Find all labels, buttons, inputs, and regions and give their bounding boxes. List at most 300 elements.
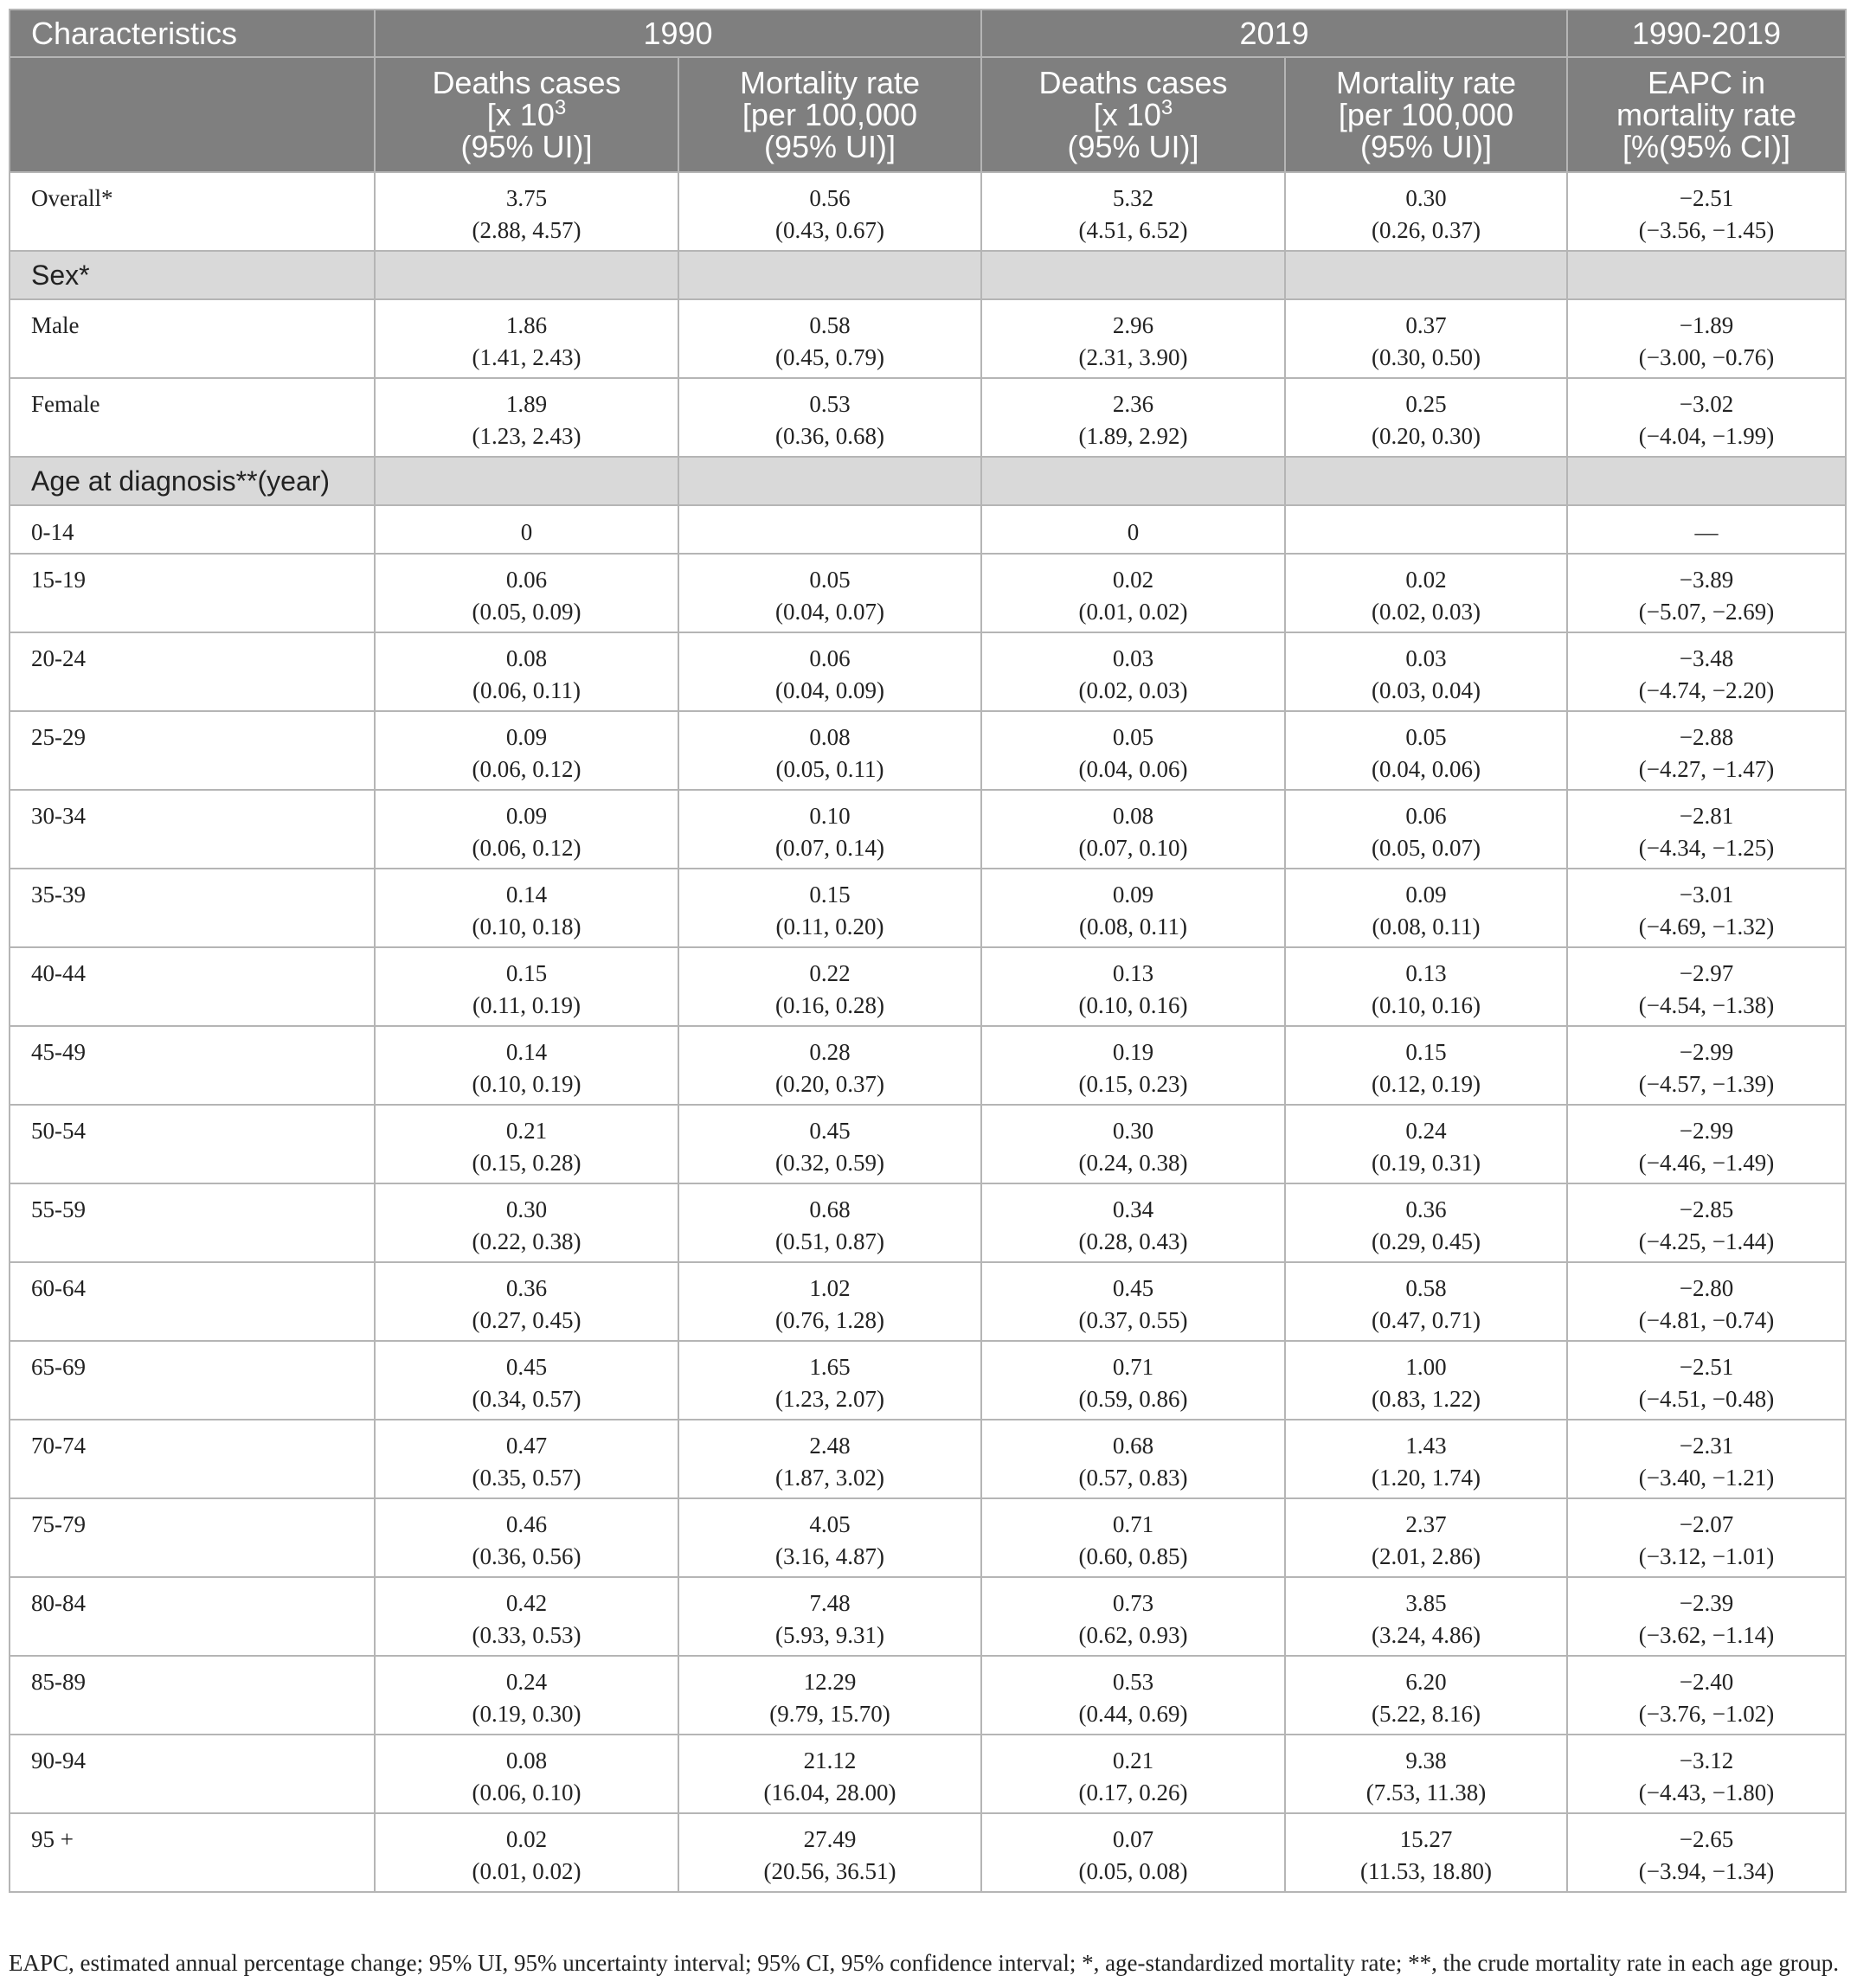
cell-value: 0.15 xyxy=(1405,1039,1447,1065)
cell-interval: (0.26, 0.37) xyxy=(1372,217,1481,243)
table-footnote: EAPC, estimated annual percentage change; 95% UI, 95% uncertainty interval; 95% CI, 95% confidence interval; *, age-standardized mortality rate; **, the crude mortality rate in each age group. xyxy=(9,1950,1839,1976)
cell-deaths-1990 xyxy=(375,457,678,505)
cell-eapc xyxy=(1567,554,1846,632)
cell-value: 12.29 xyxy=(803,1669,857,1695)
cell-value: 0.09 xyxy=(505,803,548,829)
cell-deaths-1990 xyxy=(375,554,678,632)
header-deaths-line3: (95% UI)] xyxy=(460,129,593,164)
cell-mortality-1990 xyxy=(678,1656,981,1735)
cell-interval: (−3.12, −1.01) xyxy=(1638,1543,1775,1569)
cell-eapc xyxy=(1567,1341,1846,1420)
cell-eapc xyxy=(1567,1262,1846,1341)
table-row xyxy=(10,1735,1846,1813)
cell-mortality-1990 xyxy=(678,457,981,505)
cell-interval: (0.16, 0.28) xyxy=(775,992,884,1018)
header-deaths-line1: Deaths cases xyxy=(432,65,621,100)
cell-interval: (5.93, 9.31) xyxy=(775,1622,884,1648)
table-row xyxy=(10,1498,1846,1577)
cell-deaths-2019 xyxy=(981,1813,1285,1892)
cell-mortality-2019 xyxy=(1285,505,1567,554)
cell-value: 0.06 xyxy=(809,645,851,671)
cell-mortality-1990 xyxy=(678,947,981,1026)
cell-mortality-1990 xyxy=(678,1577,981,1656)
cell-interval: (0.37, 0.55) xyxy=(1078,1307,1188,1333)
cell-value: 27.49 xyxy=(803,1826,857,1852)
cell-value: 0.30 xyxy=(1405,185,1447,211)
cell-value: 0.07 xyxy=(1112,1826,1154,1852)
cell-deaths-1990 xyxy=(375,1420,678,1498)
cell-mortality-1990 xyxy=(678,505,981,554)
cell-interval: (−4.25, −1.44) xyxy=(1638,1228,1775,1254)
cell-value: 0.03 xyxy=(1112,645,1154,671)
table-row xyxy=(10,1813,1846,1892)
cell-eapc xyxy=(1567,632,1846,711)
cell-value: 0.08 xyxy=(505,1748,548,1773)
cell-value: 4.05 xyxy=(809,1511,851,1537)
cell-deaths-2019 xyxy=(981,1183,1285,1262)
cell-interval: (0.33, 0.53) xyxy=(472,1622,582,1648)
row-label: 95 + xyxy=(10,1813,375,1892)
cell-interval: (1.23, 2.07) xyxy=(775,1386,884,1412)
cell-eapc xyxy=(1567,1735,1846,1813)
cell-deaths-2019 xyxy=(981,632,1285,711)
cell-value: 0.08 xyxy=(1112,803,1154,829)
cell-value: 1.02 xyxy=(809,1275,851,1301)
cell-value: −2.81 xyxy=(1679,803,1734,829)
cell-deaths-1990 xyxy=(375,1105,678,1183)
cell-interval: (5.22, 8.16) xyxy=(1372,1701,1481,1727)
cell-interval: (0.17, 0.26) xyxy=(1078,1780,1188,1805)
section-label: Sex* xyxy=(10,251,375,299)
cell-mortality-1990 xyxy=(678,1026,981,1105)
cell-mortality-2019 xyxy=(1285,1262,1567,1341)
cell-value: −3.48 xyxy=(1679,645,1734,671)
cell-interval: (0.30, 0.50) xyxy=(1372,344,1481,370)
cell-value: 0.47 xyxy=(505,1433,548,1459)
cell-value: 1.43 xyxy=(1405,1433,1447,1459)
cell-value: 0.45 xyxy=(809,1118,851,1144)
cell-interval: (0.59, 0.86) xyxy=(1078,1386,1188,1412)
cell-value: 0.14 xyxy=(505,882,548,907)
table-row xyxy=(10,378,1846,457)
cell-interval: (−4.27, −1.47) xyxy=(1638,756,1775,782)
table-row xyxy=(10,632,1846,711)
cell-interval: (0.02, 0.03) xyxy=(1078,677,1188,703)
header-year-2019: 2019 xyxy=(981,10,1567,57)
cell-deaths-2019 xyxy=(981,378,1285,457)
cell-value: 0.13 xyxy=(1405,960,1447,986)
table-row xyxy=(10,172,1846,251)
cell-eapc xyxy=(1567,299,1846,378)
cell-eapc xyxy=(1567,1577,1846,1656)
header-deaths-line2 xyxy=(376,96,678,132)
cell-eapc xyxy=(1567,947,1846,1026)
table-row xyxy=(10,505,1846,554)
cell-value: 1.86 xyxy=(505,312,548,338)
cell-value: −2.97 xyxy=(1679,960,1734,986)
cell-value: −2.51 xyxy=(1679,185,1734,211)
row-label: 0-14 xyxy=(10,505,375,554)
cell-interval: (0.35, 0.57) xyxy=(472,1465,582,1491)
cell-interval: (0.02, 0.03) xyxy=(1372,599,1481,625)
cell-mortality-2019 xyxy=(1285,1420,1567,1498)
cell-interval: (9.79, 15.70) xyxy=(769,1701,890,1727)
cell-eapc xyxy=(1567,1420,1846,1498)
cell-interval: (0.10, 0.18) xyxy=(472,914,582,939)
table-header xyxy=(10,10,1846,172)
cell-deaths-2019 xyxy=(981,711,1285,790)
cell-value: −3.01 xyxy=(1679,882,1734,907)
cell-interval: (1.89, 2.92) xyxy=(1078,423,1188,449)
cell-interval: (0.03, 0.04) xyxy=(1372,677,1481,703)
cell-value: −2.31 xyxy=(1679,1433,1734,1459)
cell-interval: (0.06, 0.11) xyxy=(472,677,581,703)
row-label: 55-59 xyxy=(10,1183,375,1262)
cell-deaths-1990 xyxy=(375,1183,678,1262)
cell-interval: (0.51, 0.87) xyxy=(775,1228,884,1254)
cell-interval: (0.44, 0.69) xyxy=(1078,1701,1188,1727)
header-blank xyxy=(10,57,375,172)
cell-value: 0.71 xyxy=(1112,1511,1154,1537)
cell-interval: (16.04, 28.00) xyxy=(763,1780,896,1805)
cell-interval: (0.04, 0.09) xyxy=(775,677,884,703)
cell-value: 0.30 xyxy=(505,1196,548,1222)
header-mortality-line1: Mortality rate xyxy=(1335,65,1517,100)
cell-value: 0.45 xyxy=(505,1354,548,1380)
cell-mortality-1990 xyxy=(678,299,981,378)
cell-mortality-1990 xyxy=(678,554,981,632)
cell-value: −2.99 xyxy=(1679,1118,1734,1144)
cell-deaths-2019 xyxy=(981,1656,1285,1735)
table-row xyxy=(10,1183,1846,1262)
cell-value: 3.75 xyxy=(505,185,548,211)
cell-value: 0.14 xyxy=(505,1039,548,1065)
cell-value: −1.89 xyxy=(1679,312,1734,338)
cell-deaths-2019 xyxy=(981,554,1285,632)
cell-value: −2.99 xyxy=(1679,1039,1734,1065)
cell-interval: (−3.94, −1.34) xyxy=(1638,1858,1775,1884)
cell-interval: (0.10, 0.16) xyxy=(1372,992,1481,1018)
cell-deaths-1990 xyxy=(375,1026,678,1105)
cell-value: 0.19 xyxy=(1112,1039,1154,1065)
cell-interval: (0.28, 0.43) xyxy=(1078,1228,1188,1254)
cell-mortality-1990 xyxy=(678,1735,981,1813)
header-period: 1990-2019 xyxy=(1567,10,1846,57)
cell-deaths-1990 xyxy=(375,947,678,1026)
cell-interval: (4.51, 6.52) xyxy=(1078,217,1188,243)
cell-deaths-2019 xyxy=(981,1105,1285,1183)
cell-value: 6.20 xyxy=(1405,1669,1447,1695)
cell-mortality-2019 xyxy=(1285,1026,1567,1105)
cell-mortality-1990 xyxy=(678,378,981,457)
table-container xyxy=(9,9,1845,1893)
cell-deaths-1990 xyxy=(375,790,678,869)
cell-eapc xyxy=(1567,505,1846,554)
cell-mortality-2019 xyxy=(1285,457,1567,505)
cell-value: 0.05 xyxy=(809,567,851,593)
cell-eapc xyxy=(1567,869,1846,947)
cell-value: 0 xyxy=(1127,519,1140,545)
cell-mortality-1990 xyxy=(678,1183,981,1262)
cell-deaths-1990 xyxy=(375,251,678,299)
row-label: 80-84 xyxy=(10,1577,375,1656)
header-deaths-line2-text: [x 10 xyxy=(486,97,555,132)
cell-eapc xyxy=(1567,790,1846,869)
cell-interval: (0.20, 0.37) xyxy=(775,1071,884,1097)
table-row xyxy=(10,1262,1846,1341)
cell-mortality-1990 xyxy=(678,632,981,711)
cell-deaths-2019 xyxy=(981,1420,1285,1498)
cell-deaths-2019 xyxy=(981,790,1285,869)
cell-value: −2.85 xyxy=(1679,1196,1734,1222)
cell-eapc xyxy=(1567,1105,1846,1183)
cell-value: 0.24 xyxy=(505,1669,548,1695)
cell-value: 0.25 xyxy=(1405,391,1447,417)
cell-interval: (0.07, 0.14) xyxy=(775,835,884,861)
cell-mortality-2019 xyxy=(1285,251,1567,299)
row-label: 35-39 xyxy=(10,869,375,947)
cell-mortality-2019 xyxy=(1285,1183,1567,1262)
cell-interval: (0.04, 0.06) xyxy=(1372,756,1481,782)
cell-deaths-2019 xyxy=(981,1341,1285,1420)
cell-deaths-1990 xyxy=(375,1341,678,1420)
row-label: Female xyxy=(10,378,375,457)
row-label: 20-24 xyxy=(10,632,375,711)
row-label: 30-34 xyxy=(10,790,375,869)
cell-interval: (0.04, 0.06) xyxy=(1078,756,1188,782)
cell-value: 0.24 xyxy=(1405,1118,1447,1144)
cell-value: −2.39 xyxy=(1679,1590,1734,1616)
cell-interval: (0.08, 0.11) xyxy=(1372,914,1481,939)
cell-interval: (0.05, 0.07) xyxy=(1372,835,1481,861)
cell-eapc xyxy=(1567,172,1846,251)
cell-interval: (3.24, 4.86) xyxy=(1372,1622,1481,1648)
cell-interval: (0.47, 0.71) xyxy=(1372,1307,1481,1333)
cell-interval: (0.11, 0.19) xyxy=(472,992,581,1018)
cell-interval: (2.31, 3.90) xyxy=(1078,344,1188,370)
row-label: Male xyxy=(10,299,375,378)
cell-interval: (−4.57, −1.39) xyxy=(1638,1071,1775,1097)
cell-mortality-1990 xyxy=(678,1813,981,1892)
header-deaths-1990 xyxy=(375,57,678,172)
cell-interval: (−4.04, −1.99) xyxy=(1638,423,1775,449)
table-row xyxy=(10,299,1846,378)
cell-mortality-2019 xyxy=(1285,1341,1567,1420)
cell-interval: (0.36, 0.56) xyxy=(472,1543,582,1569)
header-characteristics: Characteristics xyxy=(10,10,375,57)
cell-deaths-2019 xyxy=(981,457,1285,505)
cell-value: 15.27 xyxy=(1399,1826,1453,1852)
cell-mortality-2019 xyxy=(1285,1735,1567,1813)
cell-interval: (−4.74, −2.20) xyxy=(1638,677,1775,703)
cell-value: 0.06 xyxy=(505,567,548,593)
cell-eapc xyxy=(1567,1026,1846,1105)
cell-value: 0.34 xyxy=(1112,1196,1154,1222)
header-deaths-line1: Deaths cases xyxy=(1038,65,1228,100)
cell-value: −2.07 xyxy=(1679,1511,1734,1537)
cell-mortality-2019 xyxy=(1285,172,1567,251)
header-mortality-line1: Mortality rate xyxy=(739,65,921,100)
cell-deaths-2019 xyxy=(981,1026,1285,1105)
cell-mortality-2019 xyxy=(1285,632,1567,711)
table-row xyxy=(10,1341,1846,1420)
cell-value: 5.32 xyxy=(1112,185,1154,211)
cell-interval: (0.60, 0.85) xyxy=(1078,1543,1188,1569)
cell-value: 0.68 xyxy=(809,1196,851,1222)
cell-interval: (0.05, 0.09) xyxy=(472,599,582,625)
header-deaths-exponent: 3 xyxy=(1160,96,1173,119)
table-row xyxy=(10,1026,1846,1105)
cell-interval: (0.36, 0.68) xyxy=(775,423,884,449)
cell-value: 0.53 xyxy=(1112,1669,1154,1695)
table-row xyxy=(10,1420,1846,1498)
table-row xyxy=(10,947,1846,1026)
cell-value: 7.48 xyxy=(809,1590,851,1616)
cell-value: 3.85 xyxy=(1405,1590,1447,1616)
cell-deaths-1990 xyxy=(375,299,678,378)
cell-interval: (0.06, 0.12) xyxy=(472,835,582,861)
cell-value: 0.15 xyxy=(505,960,548,986)
cell-value: 0.08 xyxy=(505,645,548,671)
cell-interval: (0.10, 0.19) xyxy=(472,1071,582,1097)
cell-deaths-2019 xyxy=(981,1735,1285,1813)
cell-interval: (0.10, 0.16) xyxy=(1078,992,1188,1018)
cell-mortality-1990 xyxy=(678,869,981,947)
row-label: 85-89 xyxy=(10,1656,375,1735)
cell-value: 0.08 xyxy=(809,724,851,750)
cell-value: −2.51 xyxy=(1679,1354,1734,1380)
cell-value: 0.58 xyxy=(1405,1275,1447,1301)
cell-interval: (0.05, 0.11) xyxy=(775,756,884,782)
table-row xyxy=(10,1105,1846,1183)
cell-eapc xyxy=(1567,1813,1846,1892)
cell-deaths-2019 xyxy=(981,1262,1285,1341)
table-row xyxy=(10,554,1846,632)
cell-value: 1.89 xyxy=(505,391,548,417)
cell-interval: (0.20, 0.30) xyxy=(1372,423,1481,449)
cell-interval: (0.24, 0.38) xyxy=(1078,1150,1188,1176)
cell-mortality-2019 xyxy=(1285,711,1567,790)
cell-interval: (0.76, 1.28) xyxy=(775,1307,884,1333)
cell-interval: (0.01, 0.02) xyxy=(1078,599,1188,625)
cell-deaths-2019 xyxy=(981,869,1285,947)
cell-deaths-1990 xyxy=(375,1262,678,1341)
header-row-years xyxy=(10,10,1846,57)
cell-eapc xyxy=(1567,711,1846,790)
cell-interval: (−5.07, −2.69) xyxy=(1638,599,1775,625)
cell-value: 0.09 xyxy=(1112,882,1154,907)
cell-interval: (0.57, 0.83) xyxy=(1078,1465,1188,1491)
row-label: 90-94 xyxy=(10,1735,375,1813)
header-deaths-line2 xyxy=(982,96,1284,132)
cell-interval: (0.05, 0.08) xyxy=(1078,1858,1188,1884)
cell-value: 0.09 xyxy=(1405,882,1447,907)
cell-deaths-2019 xyxy=(981,505,1285,554)
cell-mortality-2019 xyxy=(1285,1813,1567,1892)
cell-interval: (1.41, 2.43) xyxy=(472,344,582,370)
cell-interval: (0.43, 0.67) xyxy=(775,217,884,243)
cell-interval: (−3.40, −1.21) xyxy=(1638,1465,1775,1491)
header-eapc-line3: [%(95% CI)] xyxy=(1622,129,1791,164)
cell-mortality-2019 xyxy=(1285,947,1567,1026)
cell-value: 0.36 xyxy=(505,1275,548,1301)
cell-mortality-2019 xyxy=(1285,790,1567,869)
cell-interval: (0.11, 0.20) xyxy=(775,914,884,939)
table-body xyxy=(10,172,1846,1892)
row-label: 40-44 xyxy=(10,947,375,1026)
row-label: 60-64 xyxy=(10,1262,375,1341)
cell-value: −3.89 xyxy=(1679,567,1734,593)
table-row xyxy=(10,790,1846,869)
cell-mortality-1990 xyxy=(678,1420,981,1498)
cell-deaths-2019 xyxy=(981,299,1285,378)
cell-value: 0.15 xyxy=(809,882,851,907)
cell-deaths-2019 xyxy=(981,1577,1285,1656)
cell-interval: (−4.34, −1.25) xyxy=(1638,835,1775,861)
cell-interval: (0.08, 0.11) xyxy=(1079,914,1187,939)
cell-mortality-2019 xyxy=(1285,1105,1567,1183)
cell-interval: (0.62, 0.93) xyxy=(1078,1622,1188,1648)
cell-mortality-2019 xyxy=(1285,869,1567,947)
header-deaths-exponent: 3 xyxy=(554,96,567,119)
cell-value: 2.96 xyxy=(1112,312,1154,338)
cell-interval: (0.04, 0.07) xyxy=(775,599,884,625)
cell-value: −2.80 xyxy=(1679,1275,1734,1301)
cell-value: 2.37 xyxy=(1405,1511,1447,1537)
cell-interval: (−4.69, −1.32) xyxy=(1638,914,1775,939)
cell-mortality-1990 xyxy=(678,711,981,790)
cell-value: 0.02 xyxy=(1112,567,1154,593)
cell-deaths-1990 xyxy=(375,711,678,790)
cell-value: −2.40 xyxy=(1679,1669,1734,1695)
cell-interval: (−3.56, −1.45) xyxy=(1638,217,1775,243)
header-mortality-line2: [per 100,000 xyxy=(1338,97,1514,132)
cell-mortality-1990 xyxy=(678,251,981,299)
row-label: 25-29 xyxy=(10,711,375,790)
cell-mortality-2019 xyxy=(1285,1577,1567,1656)
cell-interval: (7.53, 11.38) xyxy=(1365,1780,1487,1805)
cell-value: 0.05 xyxy=(1112,724,1154,750)
cell-value: 0.30 xyxy=(1112,1118,1154,1144)
cell-value: 9.38 xyxy=(1405,1748,1447,1773)
cell-value: 0.45 xyxy=(1112,1275,1154,1301)
cell-value: 0.13 xyxy=(1112,960,1154,986)
cell-interval: (0.12, 0.19) xyxy=(1372,1071,1481,1097)
header-eapc xyxy=(1567,57,1846,172)
cell-value: 0.06 xyxy=(1405,803,1447,829)
cell-eapc xyxy=(1567,457,1846,505)
section-label: Age at diagnosis**(year) xyxy=(10,457,375,505)
cell-value: 0.42 xyxy=(505,1590,548,1616)
cell-interval: (0.19, 0.30) xyxy=(472,1701,582,1727)
cell-value: 0.21 xyxy=(1112,1748,1154,1773)
cell-value: 0.73 xyxy=(1112,1590,1154,1616)
cell-deaths-1990 xyxy=(375,505,678,554)
cell-mortality-2019 xyxy=(1285,1656,1567,1735)
cell-eapc xyxy=(1567,1183,1846,1262)
cell-deaths-2019 xyxy=(981,947,1285,1026)
header-eapc-line1: EAPC in xyxy=(1647,65,1766,100)
cell-deaths-1990 xyxy=(375,632,678,711)
cell-value: 0.21 xyxy=(505,1118,548,1144)
cell-deaths-1990 xyxy=(375,1735,678,1813)
header-year-1990: 1990 xyxy=(375,10,981,57)
cell-interval: (0.06, 0.12) xyxy=(472,756,582,782)
cell-interval: (0.45, 0.79) xyxy=(775,344,884,370)
cell-value: 2.48 xyxy=(809,1433,851,1459)
cell-value: 1.00 xyxy=(1405,1354,1447,1380)
table-row xyxy=(10,711,1846,790)
